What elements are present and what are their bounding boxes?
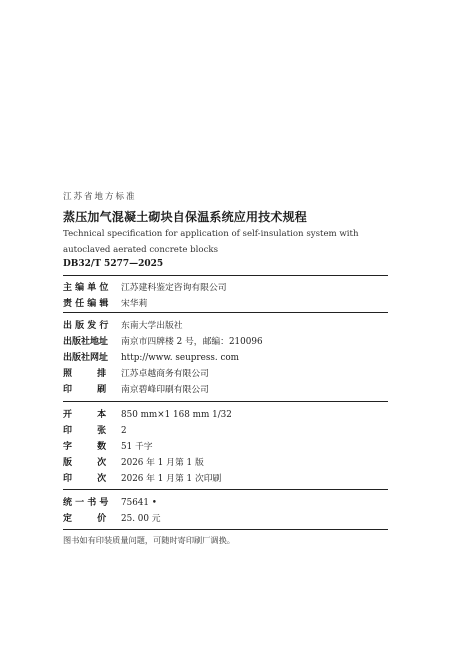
info-row <box>63 334 263 347</box>
info-value: 东南大学出版社 <box>121 321 183 331</box>
info-row <box>63 382 209 395</box>
info-value: 江苏卓越商务有限公司 <box>121 369 209 379</box>
info-label: 出版社地址 <box>63 337 109 347</box>
info-row <box>63 350 239 363</box>
info-value: 75641 • <box>121 498 157 508</box>
info-value: 宋华莉 <box>121 299 148 309</box>
info-row <box>63 439 153 452</box>
info-row <box>63 471 221 484</box>
info-label: 责 任 编 辑 <box>63 299 109 309</box>
info-row <box>63 296 147 309</box>
info-row <box>63 455 204 468</box>
info-value: 江苏建科鉴定咨询有限公司 <box>121 283 227 293</box>
info-row <box>63 280 227 293</box>
info-row <box>63 407 232 420</box>
info-label: 主 编 单 位 <box>63 283 109 293</box>
divider <box>63 401 388 402</box>
info-label: 印 张 <box>63 426 107 436</box>
info-value: 2026 年 1 月第 1 版 <box>121 458 204 468</box>
info-label: 统 一 书 号 <box>63 498 109 508</box>
info-value: http://www. seupress. com <box>121 353 240 363</box>
info-value: 南京市四牌楼 2 号，邮编：210096 <box>121 337 263 347</box>
divider <box>63 529 388 530</box>
info-row <box>63 511 161 524</box>
info-label: 印 次 <box>63 474 107 484</box>
info-label: 版 次 <box>63 458 107 468</box>
info-value: 25. 00 元 <box>121 514 161 524</box>
series-label: 江苏省地方标准 <box>63 192 137 202</box>
info-value: 2 <box>121 426 127 436</box>
divider <box>63 312 388 313</box>
info-value: 51 千字 <box>121 442 153 452</box>
info-row <box>63 423 127 436</box>
info-row <box>63 366 209 379</box>
info-label: 出版社网址 <box>63 353 109 363</box>
divider <box>63 275 388 276</box>
info-row <box>63 318 183 331</box>
info-value: 南京碧峰印刷有限公司 <box>121 385 209 395</box>
info-label: 出 版 发 行 <box>63 321 109 331</box>
info-label: 字 数 <box>63 442 107 452</box>
standard-number: DB32/T 5277—2025 <box>63 259 164 269</box>
info-label: 开 本 <box>63 410 107 420</box>
footer-note: 图书如有印装质量问题，可随时寄印刷厂调换。 <box>63 535 235 545</box>
info-label: 定 价 <box>63 514 107 524</box>
info-row <box>63 495 157 508</box>
info-label: 照 排 <box>63 369 107 379</box>
book-title-chinese: 蒸压加气混凝土砌块自保温系统应用技术规程 <box>63 210 308 224</box>
info-value: 2026 年 1 月第 1 次印刷 <box>121 474 222 484</box>
info-value: 850 mm×1 168 mm 1/32 <box>121 410 232 420</box>
divider <box>63 489 388 490</box>
book-title-english: Technical specification for application of self-insulation system with autoclaved aerated concrete blocks <box>63 229 359 255</box>
info-label: 印 刷 <box>63 385 107 395</box>
